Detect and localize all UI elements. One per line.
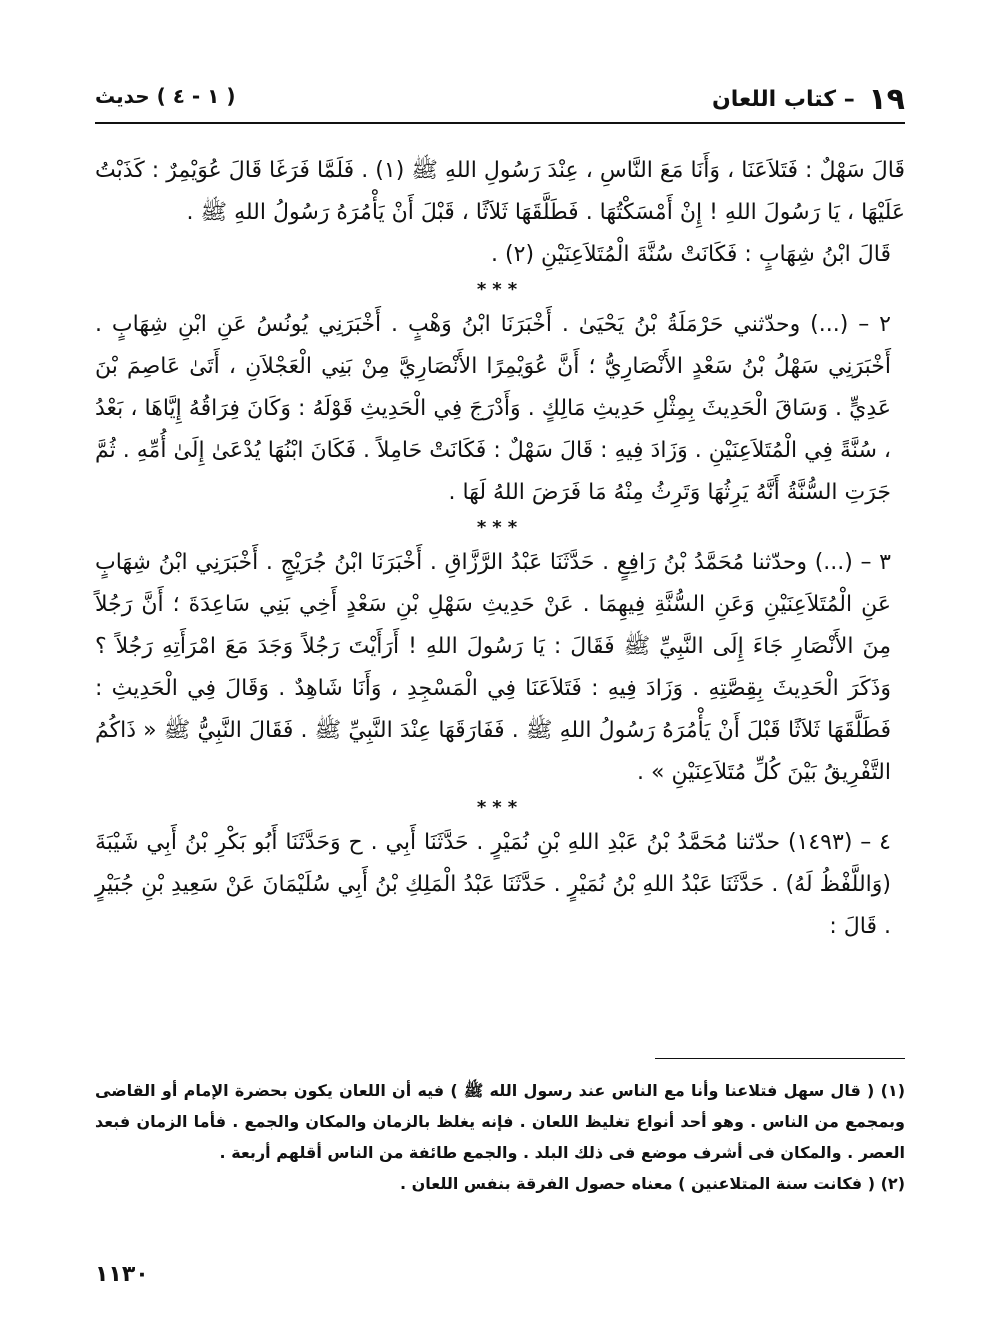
chapter-title: كتاب اللعان xyxy=(711,87,837,112)
hadith-paragraph: ٢ – (...) وحدّثني حَرْمَلَةُ بْنُ يَحْيَىٰ . أَخْبَرَنَا ابْنُ وَهْبٍ . أَخْبَرَنِي يُونُسُ عَنِ ابْنِ شِهَابٍ . أَخْبَرَنِي سَهْلُ بْنُ سَعْدٍ الأَنْصَارِيُّ ؛ أَنَّ عُوَيْمِرًا الأَنْصَارِيَّ مِنْ بَنِي الْعَجْلاَنِ ، أَتَىٰ عَاصِمَ بْنَ عَدِيٍّ . وَسَاقَ الْحَدِيثَ بِمِثْلِ حَدِيثِ مَالِكٍ . وَأَدْرَجَ فِي الْحَدِيثِ قَوْلَهُ : وَكَانَ فِرَاقُهُ إِيَّاهَا ، بَعْدُ ، سُنَّةً فِي الْمُتَلاَعِنَيْنِ . وَزَادَ فِيهِ : قَالَ سَهْلٌ : فَكَانَتْ حَامِلاً . فَكَانَ ابْنُهَا يُدْعَىٰ إِلَىٰ أُمِّهِ . ثُمَّ جَرَتِ السُّنَّةُ أَنَّهُ يَرِثُهَا وَتَرِثُ مِنْهُ مَا فَرَضَ اللهُ لَهَا . xyxy=(95,312,891,505)
main-text xyxy=(95,150,905,948)
header-divider xyxy=(95,122,905,124)
footnote: (٢) ( فكانت سنة المتلاعنين ) معناه حصول الفرقة بنفس اللعان . xyxy=(399,1174,905,1193)
page-number: ١١٣٠ xyxy=(95,1262,149,1287)
paragraph: قَالَ ابْنُ شِهَابٍ : فَكَانَتْ سُنَّةَ الْمُتَلاَعِنَيْنِ (٢) . xyxy=(491,242,891,267)
footnote: (١) ( قال سهل فتلاعنا وأنا مع الناس عند رسول الله ﷺ ) فيه أن اللعان يكون بحضرة الإمام أو القاضى وبمجمع من الناس . وهو أحد أنواع تغليظ اللعان . فإنه يغلظ بالزمان والمكان والجمع . فأما الزمان فبعد العصر . والمكان فى أشرف موضع فى ذلك البلد . والجمع طائفة من الناس أقلهم أربعة . xyxy=(95,1081,905,1162)
footnotes xyxy=(95,1075,905,1199)
section-separator: *** xyxy=(476,797,524,818)
section-separator: *** xyxy=(476,279,524,300)
footnote-divider xyxy=(655,1058,905,1059)
section-separator: *** xyxy=(476,517,524,538)
paragraph: قَالَ سَهْلٌ : فَتَلاَعَنَا ، وَأَنَا مَعَ النَّاسِ ، عِنْدَ رَسُولِ اللهِ ﷺ (١) . فَلَمَّا فَرَغَا قَالَ عُوَيْمِرٌ : كَذَبْتُ عَلَيْهَا ، يَا رَسُولَ اللهِ ! إِنْ أَمْسَكْتُهَا . فَطَلَّقَهَا ثَلاَثًا ، قَبْلَ أَنْ يَأْمُرَهُ رَسُولُ اللهِ ﷺ . xyxy=(95,158,905,225)
header-dash: – xyxy=(843,87,855,112)
hadith-range: ( ١ - ٤ ) حديث xyxy=(95,84,236,108)
chapter-number: ١٩ xyxy=(868,82,905,117)
hadith-paragraph: ٤ – (١٤٩٣) حدّثنا مُحَمَّدُ بْنُ عَبْدِ اللهِ بْنِ نُمَيْرٍ . حَدَّثَنَا أَبِي . ح وَحَدَّثَنَا أَبُو بَكْرِ بْنُ أَبِي شَيْبَةَ (وَاللَّفْظُ لَهُ) . حَدَّثَنَا عَبْدُ اللهِ بْنُ نُمَيْرٍ . حَدَّثَنَا عَبْدُ الْمَلِكِ بْنُ أَبِي سُلَيْمَانَ عَنْ سَعِيدِ بْنِ جُبَيْرٍ . قَالَ : xyxy=(95,830,891,939)
hadith-paragraph: ٣ – (...) وحدّثنا مُحَمَّدُ بْنُ رَافِعٍ . حَدَّثَنَا عَبْدُ الرَّزَّاقِ . أَخْبَرَنَا ابْنُ جُرَيْجٍ . أَخْبَرَنِي ابْنُ شِهَابٍ عَنِ الْمُتَلاَعِنَيْنِ وَعَنِ السُّنَّةِ فِيهِمَا . عَنْ حَدِيثِ سَهْلِ بْنِ سَعْدٍ أَخِي بَنِي سَاعِدَةَ ؛ أَنَّ رَجُلاً مِنَ الأَنْصَارِ جَاءَ إِلَى النَّبِيِّ ﷺ فَقَالَ : يَا رَسُولَ اللهِ ! أَرَأَيْتَ رَجُلاً وَجَدَ مَعَ امْرَأَتِهِ رَجُلاً ؟ وَذَكَرَ الْحَدِيثَ بِقِصَّتِهِ . وَزَادَ فِيهِ : فَتَلاَعَنَا فِي الْمَسْجِدِ ، وَأَنَا شَاهِدٌ . وَقَالَ فِي الْحَدِيثِ : فَطَلَّقَهَا ثَلاَثًا قَبْلَ أَنْ يَأْمُرَهُ رَسُولُ اللهِ ﷺ . فَفَارَقَهَا عِنْدَ النَّبِيِّ ﷺ . فَقَالَ النَّبِيُّ ﷺ « ذَاكُمُ التَّفْرِيقُ بَيْنَ كُلِّ مُتَلاَعِنَيْنِ » . xyxy=(95,550,891,785)
running-header xyxy=(95,78,905,118)
chapter-heading xyxy=(712,82,905,117)
